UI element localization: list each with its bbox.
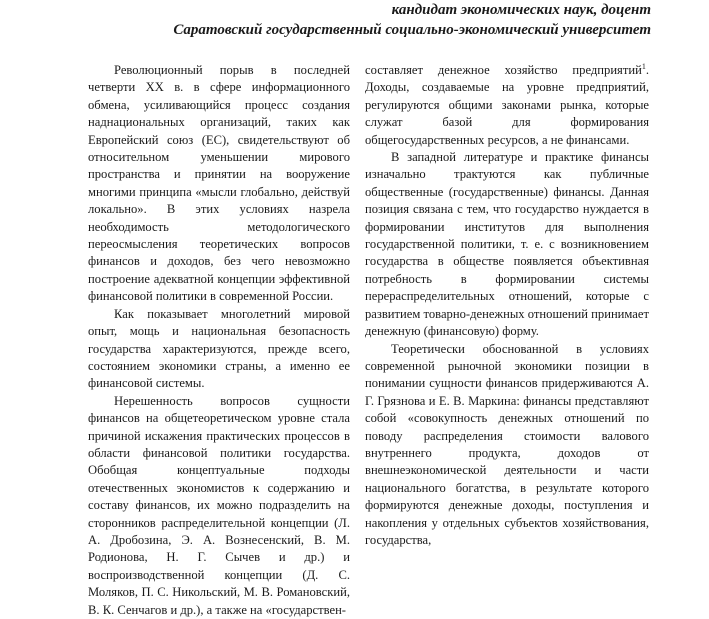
paragraph: Как показывает многолетний мировой опыт, мощь и национальная безопасность государства характеризуются, прежде всего, состоянием экономики страны, а именно ее финансовой системы. (88, 306, 350, 391)
author-degree: кандидат экономических наук, доцент (391, 2, 651, 18)
paragraph: В западной литературе и практике финансы изначально трактуются как публичные общественные (государственные) финансы. Данная позиция связана с тем, что государство нуждается в формировании институтов для выполнения государственной политики, т. е. с возникновением государства в обществе появляется объективная потребность в формировании системы перераспределительных отношений, которые с развитием товарно-денежных отношений принимает денежную (финансовую) форму. (365, 150, 649, 339)
paragraph-continuation (365, 62, 649, 149)
continuation-text-rest: . Доходы, создаваемые на уровне предприятий, регулируются общими законами рынка, которые служат базой для формирования общегосударственных ресурсов, а не финансами. (365, 63, 649, 147)
paragraph: Революционный порыв в последней четверти XX в. в сфере информационного обмена, усиливающийся процесс создания наднациональных организаций, таких как Европейский союз (ЕС), свидетельствуют об относительном уменьшении мирового пространства и принятии на вооружение многими принципа «мысли глобально, действуй локально». В этих условиях назрела необходимость методологического переосмысления теоретических вопросов финансов и доходов, без чего невозможно построение адекватной концепции эффективной финансовой политики в современной России. (88, 63, 350, 304)
paragraph: Теоретически обоснованной в условиях современной рыночной экономики позиции в понимании сущности финансов придерживаются А. Г. Грязнова и Е. В. Маркина: финансы представляют собой «совокупность денежных отношений по поводу распределения стоимости валового внутреннего продукта, доходов от внешнеэкономической деятельности и части национального богатства, в результате которого формируются денежные доходы, поступления и накопления у отдельных субъектов хозяйствования, государства, (365, 341, 649, 547)
author-affiliation-header (173, 0, 651, 40)
author-university: Саратовский государственный социально-экономический университет (173, 22, 651, 38)
continuation-text: составляет денежное хозяйство предприятий (365, 63, 642, 77)
right-text-column (365, 62, 649, 549)
footnote-reference: 1 (641, 61, 646, 71)
paragraph: Нерешенность вопросов сущности финансов на общетеоретическом уровне стала причиной искажения практических процессов в области финансовой политики государства. Обобщая концептуальные подходы отечественных экономистов к содержанию и составу финансов, их можно подразделить на сторонников распределительной концепции (Л. А. Дробозина, Э. А. Вознесенский, В. М. Родионова, Н. Г. Сычев и др.) и воспроизводственной концепции (Д. С. Моляков, П. С. Никольский, М. В. Романовский, В. К. Сенчагов и др.), а также на «государствен- (88, 393, 350, 617)
left-text-column (88, 62, 350, 619)
